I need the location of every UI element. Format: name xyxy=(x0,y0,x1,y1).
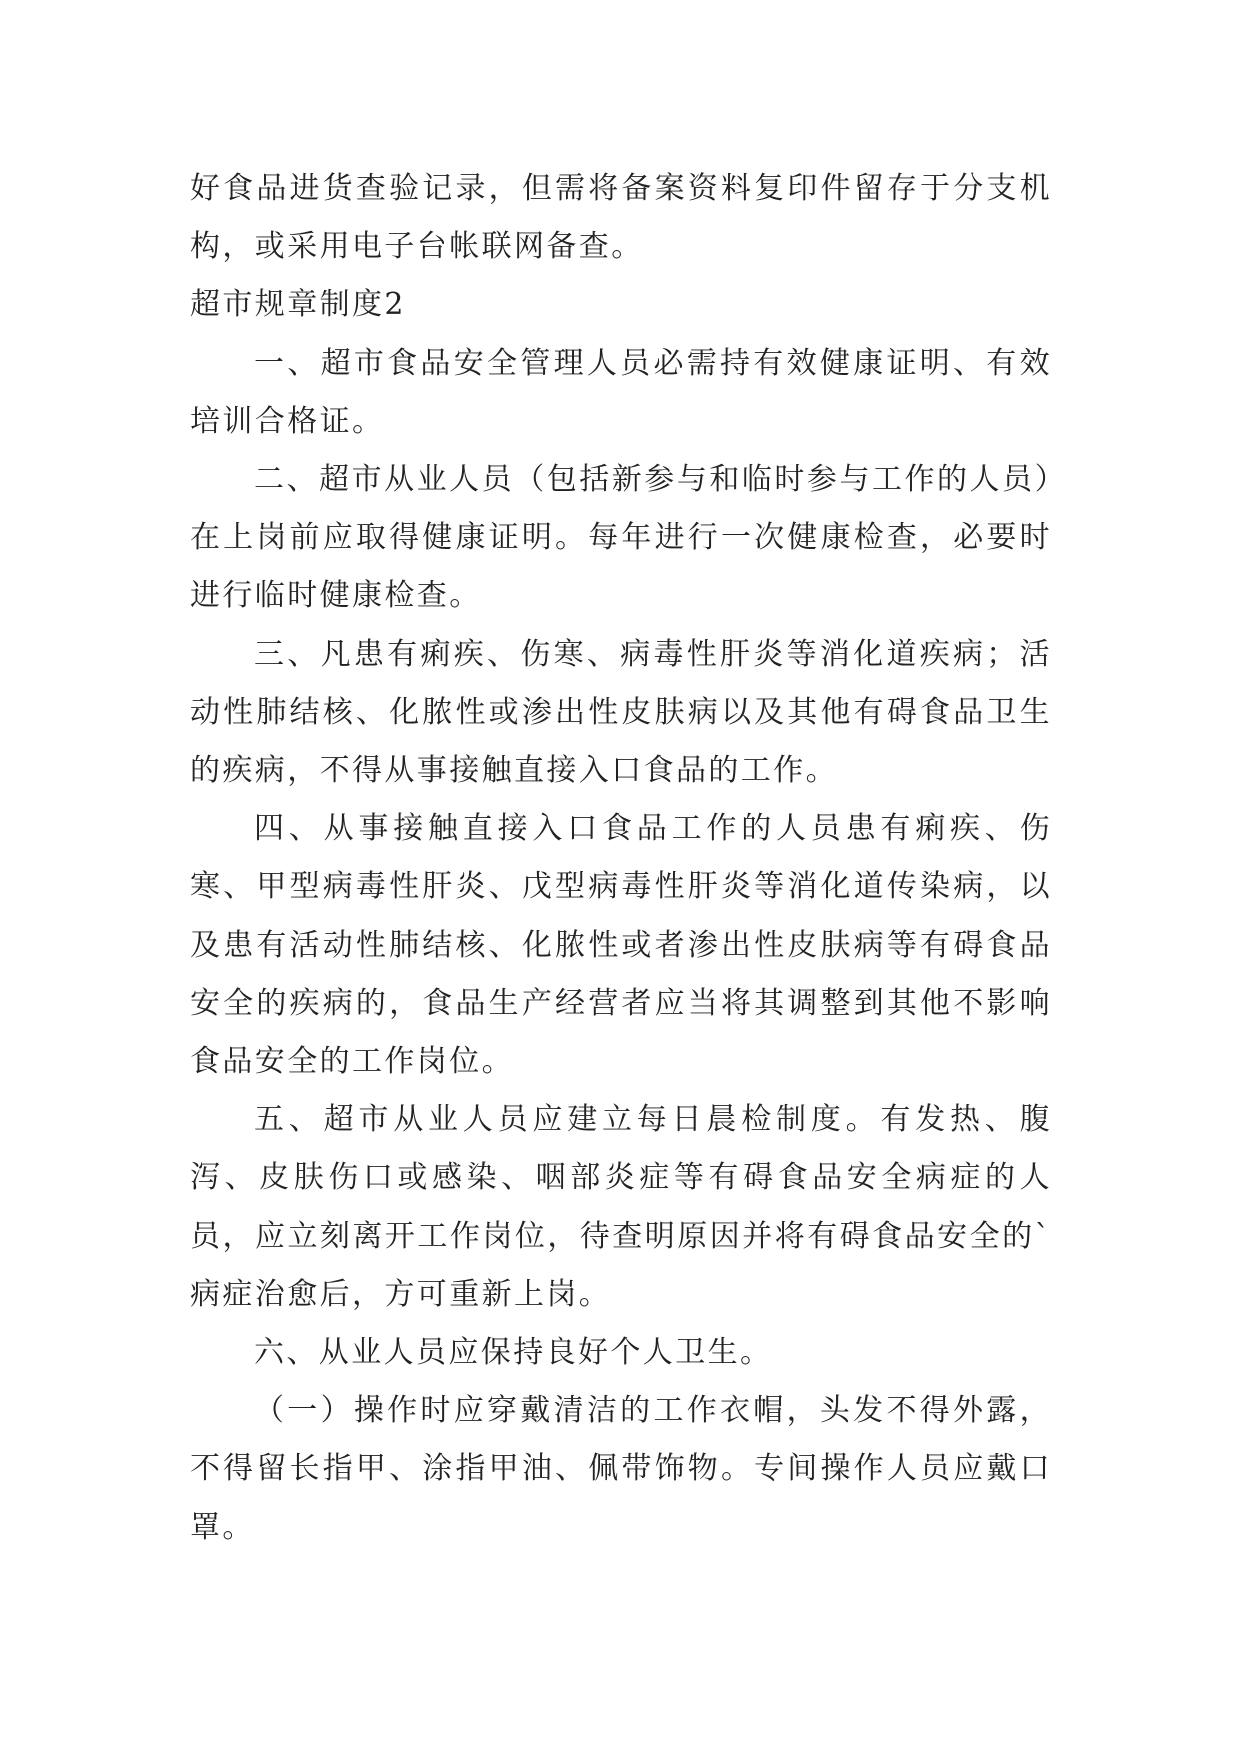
paragraph-4: 四、从事接触直接入口食品工作的人员患有痢疾、伤寒、甲型病毒性肝炎、戊型病毒性肝炎等消化道传染病，以及患有活动性肺结核、化脓性或者渗出性皮肤病等有碍食品安全的疾病的，食品生产经营者应当将其调整到其他不影响食品安全的工作岗位。 xyxy=(190,811,1052,1080)
paragraph-3: 三、凡患有痢疾、伤寒、病毒性肝炎等消化道疾病；活动性肺结核、化脓性或渗出性皮肤病以及其他有碍食品卫生的疾病，不得从事接触直接入口食品的工作。 xyxy=(190,636,1052,789)
paragraph-1: 一、超市食品安全管理人员必需持有效健康证明、有效培训合格证。 xyxy=(190,345,1052,439)
continuation-paragraph: 好食品进货查验记录，但需将备案资料复印件留存于分支机构，或采用电子台帐联网备查。 xyxy=(190,171,1052,265)
paragraph-7: （一）操作时应穿戴清洁的工作衣帽，头发不得外露，不得留长指甲、涂指甲油、佩带饰物。专间操作人员应戴口罩。 xyxy=(190,1393,1052,1545)
paragraph-2: 二、超市从业人员（包括新参与和临时参与工作的人员）在上岗前应取得健康证明。每年进行一次健康检查，必要时进行临时健康检查。 xyxy=(190,462,1052,614)
section-title: 超市规章制度2 xyxy=(190,287,406,323)
document-page xyxy=(190,160,1052,1557)
paragraph-6: 六、从业人员应保持良好个人卫生。 xyxy=(254,1335,773,1371)
paragraph-5: 五、超市从业人员应建立每日晨检制度。有发热、腹泻、皮肤伤口或感染、咽部炎症等有碍食品安全病症的人员，应立刻离开工作岗位，待查明原因并将有碍食品安全的`病症治愈后，方可重新上岗。 xyxy=(190,1102,1052,1312)
